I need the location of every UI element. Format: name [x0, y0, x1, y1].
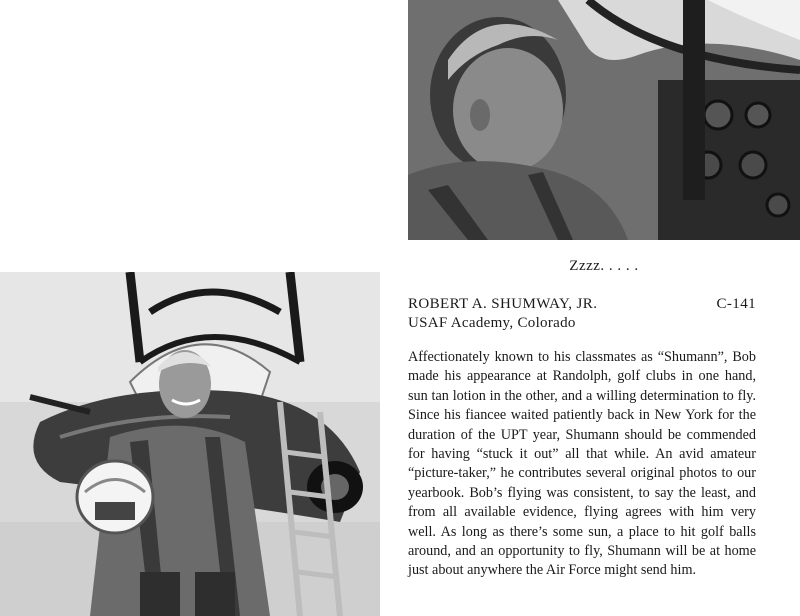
- cockpit-photo: [408, 0, 800, 240]
- profile-header: [408, 296, 756, 313]
- aircraft-assignment: C-141: [716, 296, 756, 312]
- pilot-with-jet-photo: [0, 272, 380, 616]
- pilot-asleep-in-cockpit-icon: [408, 0, 800, 240]
- cockpit-photo-caption: Zzzz. . . . .: [569, 258, 639, 274]
- biography-paragraph: Affectionately known to his classmates as “Shumann”, Bob made his appearance at Randolph, golf clubs in one hand, sun tan lotion in the other, and a willing determination to fly. Since his fiancee waited patiently back in New York for the duration of the UPT year, Shumann should be commended for having “stuck it out” all that while. An avid amateur “picture-taker,” he contributes several original photos to our yearbook. Bob’s flying was consistent, to say the least, and from all available evidence, flying agrees with him very well. As long as there’s some sun, a place to hit golf balls around, and an opportunity to fly, Shumann will be at home just about anywhere the Air Force might send him.: [408, 349, 756, 579]
- commissioning-source: USAF Academy, Colorado: [408, 315, 576, 331]
- person-name: ROBERT A. SHUMWAY, JR.: [408, 296, 598, 312]
- pilot-standing-by-jet-trainer-icon: [0, 272, 380, 616]
